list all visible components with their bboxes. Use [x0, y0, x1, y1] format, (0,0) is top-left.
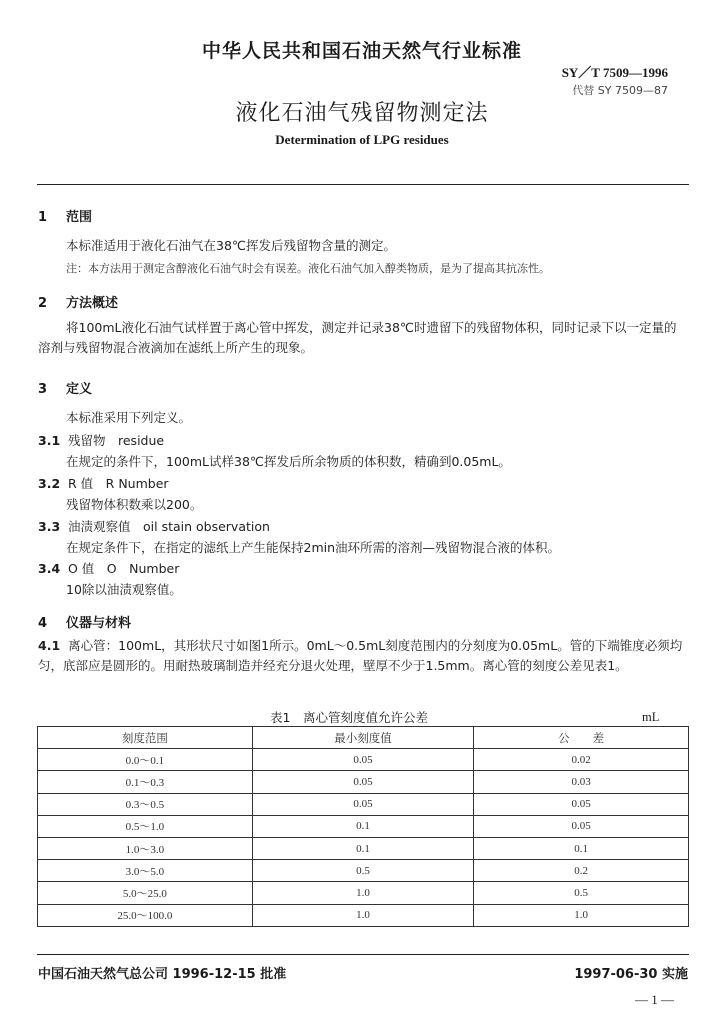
definition-3-1-desc: 在规定的条件下，100mL试样38℃挥发后所余物质的体积数，精确到0.05mL。	[66, 454, 511, 469]
effective-date: 1997-06-30 实施	[574, 967, 688, 982]
section-1-heading	[38, 206, 92, 225]
table-cell: 0.5	[252, 860, 473, 882]
document-title-en: Determination of LPG residues	[275, 132, 449, 147]
table-row	[38, 793, 689, 815]
definition-3-3	[38, 516, 270, 535]
table-cell: 0.2	[474, 860, 689, 882]
table-cell: 0.05	[252, 793, 473, 815]
section-1-body: 本标准适用于液化石油气在38℃挥发后残留物含量的测定。	[66, 238, 396, 253]
table-cell: 0.5～1.0	[38, 815, 253, 837]
approval-date: 中国石油天然气总公司 1996-12-15 批准	[38, 967, 287, 982]
document-title-cn: 液化石油气残留物测定法	[235, 101, 489, 126]
section-title: 方法概述	[66, 296, 119, 311]
table-cell: 0.1	[252, 837, 473, 859]
table-cell: 0.05	[474, 815, 689, 837]
definition-3-4	[38, 558, 179, 577]
definition-3-2-desc: 残留物体积数乘以200。	[66, 497, 203, 512]
table-cell: 0.1	[474, 837, 689, 859]
item-text: 离心管：100mL，其形状尺寸如图1所示。0mL～0.5mL刻度范围内的分刻度为0.05mL。管的下端锥度必须均匀，底部应是圆形的。用耐热玻璃制造并经充分退火处理，壁厚不少于1.5mm。离心管的刻度公差见表1。	[38, 638, 683, 673]
table-cell: 1.0～3.0	[38, 837, 253, 859]
column-header: 刻度范围	[38, 727, 253, 749]
section-number: 2	[38, 296, 48, 311]
standard-header-title: 中华人民共和国石油天然气行业标准	[201, 40, 522, 62]
column-header: 最小刻度值	[252, 727, 473, 749]
section-3-intro: 本标准采用下列定义。	[66, 410, 192, 425]
section-number: 1	[38, 210, 48, 225]
table-cell: 0.05	[474, 793, 689, 815]
table-row	[38, 860, 689, 882]
table-cell: 0.5	[474, 882, 689, 904]
definition-number: 3.1	[38, 433, 61, 448]
table-header-row	[38, 727, 689, 749]
table-cell: 0.05	[252, 771, 473, 793]
table-row	[38, 882, 689, 904]
section-number: 4	[38, 616, 48, 631]
table-cell: 0.05	[252, 749, 473, 771]
table-cell: 0.02	[474, 749, 689, 771]
page-number: — 1 —	[635, 992, 674, 1007]
table-cell: 25.0～100.0	[38, 904, 253, 926]
table-row	[38, 815, 689, 837]
section-2-heading	[38, 292, 118, 311]
replaces-standard: 代替 SY 7509—87	[572, 84, 668, 97]
definition-term: R 值 R Number	[68, 476, 169, 491]
definition-term: 残留物 residue	[68, 433, 165, 448]
section-title: 定义	[66, 382, 93, 397]
tolerance-table	[37, 726, 689, 927]
standard-number: SY／T 7509—1996	[561, 65, 668, 80]
table-cell: 0.1～0.3	[38, 771, 253, 793]
footer-divider	[37, 954, 689, 955]
table-cell: 0.3～0.5	[38, 793, 253, 815]
section-3-heading	[38, 378, 92, 397]
header-divider	[37, 184, 689, 185]
table-title: 表1 离心管刻度值允许公差	[270, 710, 428, 725]
table-cell: 0.1	[252, 815, 473, 837]
table-row	[38, 771, 689, 793]
table-row	[38, 837, 689, 859]
definition-number: 3.2	[38, 476, 61, 491]
table-cell: 5.0～25.0	[38, 882, 253, 904]
definition-term: 油渍观察值 oil stain observation	[68, 519, 270, 534]
item-number: 4.1	[38, 638, 61, 653]
definition-3-2	[38, 473, 169, 492]
section-4-1-body	[38, 636, 688, 676]
table-cell: 0.0～0.1	[38, 749, 253, 771]
definition-3-1	[38, 430, 164, 449]
column-header: 公 差	[474, 727, 689, 749]
table-cell: 1.0	[252, 904, 473, 926]
section-2-body: 将100mL液化石油气试样置于离心管中挥发，测定并记录38℃时遗留下的残留物体积，同时记录下以一定量的溶剂与残留物混合液滴加在滤纸上所产生的现象。	[38, 320, 677, 355]
section-title: 范围	[66, 210, 93, 225]
table-cell: 0.03	[474, 771, 689, 793]
section-number: 3	[38, 382, 48, 397]
table-row	[38, 904, 689, 926]
definition-3-3-desc: 在规定条件下，在指定的滤纸上产生能保持2min油环所需的溶剂—残留物混合液的体积。	[66, 540, 561, 555]
table-unit: mL	[642, 710, 660, 724]
table-cell: 1.0	[252, 882, 473, 904]
table-cell: 1.0	[474, 904, 689, 926]
section-1-note: 注：本方法用于测定含醇液化石油气时会有误差。液化石油气加入醇类物质，是为了提高其抗冻性。	[66, 262, 550, 275]
table-row	[38, 749, 689, 771]
section-4-heading	[38, 612, 131, 631]
section-title: 仪器与材料	[66, 616, 132, 631]
definition-3-4-desc: 10除以油渍观察值。	[66, 582, 182, 597]
definition-term: O 值 O Number	[68, 561, 180, 576]
definition-number: 3.3	[38, 519, 61, 534]
definition-number: 3.4	[38, 561, 61, 576]
table-cell: 3.0～5.0	[38, 860, 253, 882]
